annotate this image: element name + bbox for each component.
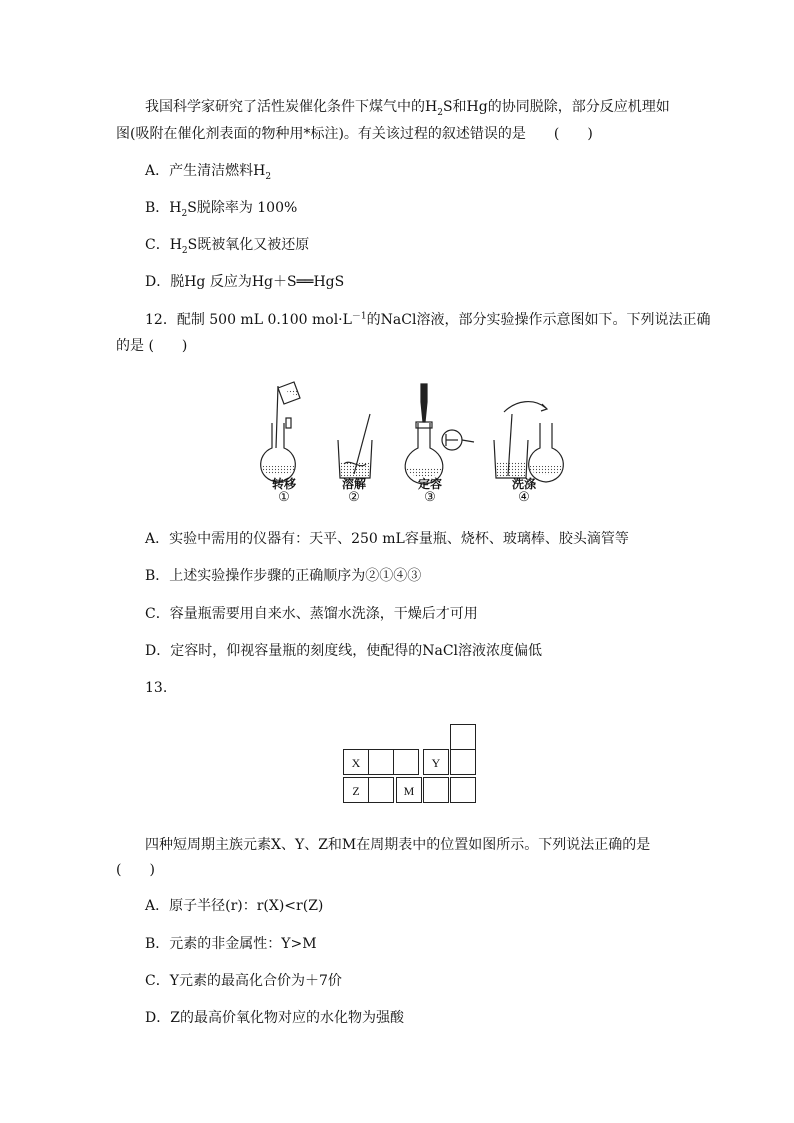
subscript: 2 bbox=[265, 171, 272, 182]
q13-option-d: D．Z的最高价氧化物对应的水化物为强酸 bbox=[145, 1010, 404, 1026]
table-cell-m: M bbox=[396, 777, 422, 803]
caption-1: 转移 bbox=[271, 477, 296, 491]
q12-option-b: B．上述实验操作步骤的正确顺序为②①④③ bbox=[145, 568, 422, 584]
q13-option-a: A．原子半径(r)：r(X)<r(Z) bbox=[145, 898, 324, 914]
text: 12．配制 500 mL 0.100 mol·L bbox=[145, 312, 352, 328]
wash-illustration bbox=[494, 402, 564, 482]
text: 我国科学家研究了活性炭催化条件下煤气中的H bbox=[145, 99, 438, 115]
table-cell bbox=[450, 749, 476, 775]
table-cell bbox=[368, 777, 394, 803]
subscript: 2 bbox=[181, 245, 188, 256]
caption-2: 溶解 bbox=[341, 477, 366, 491]
transfer-illustration bbox=[260, 382, 300, 482]
subscript: 2 bbox=[181, 208, 188, 219]
table-cell bbox=[393, 749, 419, 775]
lab-procedure-figure bbox=[250, 378, 570, 508]
q13-stem-line1: 四种短周期主族元素X、Y、Z和M在周期表中的位置如图所示。下列说法正确的是 bbox=[145, 837, 651, 853]
caption-3: 定容 bbox=[417, 477, 442, 491]
caption-4: 洗涤 bbox=[511, 477, 536, 491]
q11-stem-line1 bbox=[145, 97, 670, 117]
q13-number: 13. bbox=[145, 680, 168, 696]
table-cell bbox=[368, 749, 394, 775]
text: 的NaCl溶液，部分实验操作示意图如下。下列说法正确 bbox=[366, 312, 711, 328]
q11-stem-line2: 图(吸附在催化剂表面的物种用*标注)。有关该过程的叙述错误的是 ( ) bbox=[116, 126, 593, 142]
text: A．产生清洁燃料H bbox=[145, 163, 266, 179]
superscript: －1 bbox=[351, 311, 367, 322]
q11-option-b bbox=[145, 198, 297, 218]
step-number-2: ② bbox=[348, 490, 360, 505]
step-number-4: ④ bbox=[518, 490, 530, 505]
q11-option-c bbox=[145, 235, 309, 255]
text: S和Hg的协同脱除，部分反应机理如 bbox=[442, 99, 670, 115]
text: B．H bbox=[145, 200, 182, 216]
table-cell bbox=[450, 724, 476, 750]
text: S脱除率为 100% bbox=[187, 200, 298, 216]
q13-option-b: B．元素的非金属性：Y>M bbox=[145, 936, 317, 952]
table-cell-y: Y bbox=[423, 749, 449, 775]
step-number-3: ③ bbox=[424, 490, 436, 505]
table-cell bbox=[423, 777, 449, 803]
subscript: 2 bbox=[437, 107, 443, 118]
q12-stem-line1 bbox=[145, 310, 710, 330]
table-cell-x: X bbox=[343, 749, 369, 775]
q12-option-a: A．实验中需用的仪器有：天平、250 mL容量瓶、烧杯、玻璃棒、胶头滴管等 bbox=[145, 531, 629, 547]
periodic-table-fragment bbox=[343, 720, 477, 804]
q11-option-a bbox=[145, 161, 271, 181]
q12-option-d: D．定容时，仰视容量瓶的刻度线，使配得的NaCl溶液浓度偏低 bbox=[145, 643, 543, 659]
dissolve-illustration bbox=[338, 414, 372, 478]
q11-option-d: D．脱Hg 反应为Hg＋S══HgS bbox=[145, 274, 345, 290]
q13-stem-line2: ( ) bbox=[116, 862, 155, 878]
text: C．H bbox=[145, 237, 182, 253]
step-number-1: ① bbox=[278, 490, 290, 505]
q13-option-c: C．Y元素的最高化合价为＋7价 bbox=[145, 973, 342, 989]
table-cell-z: Z bbox=[343, 777, 369, 803]
make-up-volume-illustration bbox=[405, 384, 474, 484]
q12-stem-line2: 的是 ( ) bbox=[116, 338, 188, 354]
q12-option-c: C．容量瓶需要用自来水、蒸馏水洗涤，干燥后才可用 bbox=[145, 606, 478, 622]
table-cell bbox=[450, 777, 476, 803]
text: S既被氧化又被还原 bbox=[187, 237, 310, 253]
